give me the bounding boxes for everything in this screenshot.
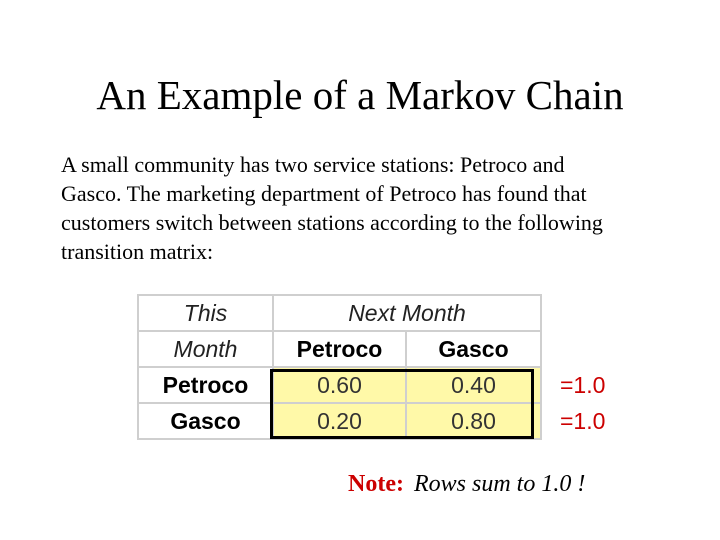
next-month-header: Next Month — [273, 295, 541, 331]
note-text: Rows sum to 1.0 ! — [413, 471, 586, 497]
paragraph-line-2: Gasco. The marketing department of Petroco has found that — [61, 181, 587, 206]
row-label-gasco: Gasco — [138, 403, 273, 439]
row-label-petroco: Petroco — [138, 367, 273, 403]
row-sum-petroco: =1.0 — [560, 372, 606, 398]
corner-label-this: This — [138, 295, 273, 331]
cell-petroco-gasco: 0.40 — [406, 367, 541, 403]
transition-matrix-table — [137, 294, 542, 440]
cell-gasco-petroco: 0.20 — [273, 403, 406, 439]
paragraph-line-4: transition matrix: — [61, 239, 214, 264]
paragraph-line-1: A small community has two service stations: Petroco and — [61, 152, 565, 177]
description-paragraph — [61, 150, 691, 266]
note-label: Note: — [348, 471, 404, 497]
note — [348, 471, 585, 498]
table-header-row-1 — [138, 295, 541, 331]
col-header-petroco: Petroco — [273, 331, 406, 367]
slide-title: An Example of a Markov Chain — [96, 72, 624, 118]
cell-gasco-gasco: 0.80 — [406, 403, 541, 439]
table-header-row-2 — [138, 331, 541, 367]
row-sum-gasco: =1.0 — [560, 408, 606, 434]
corner-label-month: Month — [138, 331, 273, 367]
table-row — [138, 367, 541, 403]
col-header-gasco: Gasco — [406, 331, 541, 367]
paragraph-line-3: customers switch between stations according to the following — [61, 210, 603, 235]
table-row — [138, 403, 541, 439]
cell-petroco-petroco: 0.60 — [273, 367, 406, 403]
